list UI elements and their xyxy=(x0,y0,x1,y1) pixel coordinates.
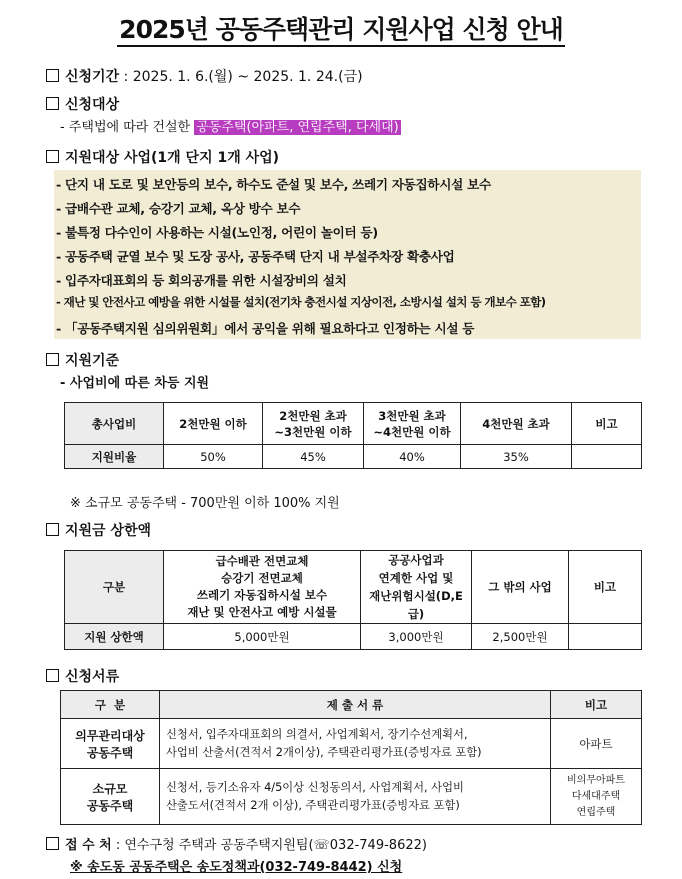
contact-line xyxy=(46,834,427,853)
period-value: : 2025. 1. 6.(월) ~ 2025. 1. 24.(금) xyxy=(119,69,363,85)
checkbox-square-icon xyxy=(46,523,59,536)
checkbox-square-icon xyxy=(46,353,59,366)
limit-header: 급수배관 전면교체 승강기 전면교체 쓰레기 자동집하시설 보수 재난 및 안전사고 예방 시설물 xyxy=(164,551,361,624)
criteria-header: 4천만원 초과 xyxy=(461,403,572,445)
project-item: - 공동주택 균열 보수 및 도장 공사, 공동주택 단지 내 부설주차장 확충사업 xyxy=(56,249,455,264)
docs-category: 소규모 공동주택 xyxy=(61,769,160,825)
criteria-note: ※ 소규모 공동주택 - 700만원 이하 100% 지원 xyxy=(70,496,340,511)
page-title: 2025년 공동주택관리 지원사업 신청 안내 xyxy=(0,10,682,46)
project-item: - 단지 내 도로 및 보안등의 보수, 하수도 준설 및 보수, 쓰레기 자동집하시설 보수 xyxy=(56,177,491,192)
criteria-row-label: 지원비율 xyxy=(65,445,164,469)
limit-section xyxy=(46,520,151,540)
project-item: - 재난 및 안전사고 예방을 위한 시설물 설치(전기차 충전시설 지상이전, 소방시설 설치 등 개보수 포함) xyxy=(56,295,546,309)
criteria-value xyxy=(572,445,642,469)
docs-list: 신청서, 등기소유자 4/5이상 신청동의서, 사업계획서, 사업비 산출도서(견적서 2개 이상), 주택관리평가표(증빙자료 포함) xyxy=(160,769,551,825)
docs-header: 구 분 xyxy=(61,691,160,719)
target-highlight: 공동주택(아파트, 연립주택, 다세대) xyxy=(196,120,399,135)
limit-label: 지원금 상한액 xyxy=(65,523,152,539)
docs-note: 비의무아파트 다세대주택 연립주택 xyxy=(551,769,642,825)
limit-header: 그 밖의 사업 xyxy=(472,551,569,624)
project-item: - 불특정 다수인이 사용하는 시설(노인정, 어린이 놀이터 등) xyxy=(56,225,378,240)
projects-section xyxy=(46,147,279,167)
checkbox-square-icon xyxy=(46,669,59,682)
target-section xyxy=(46,94,119,114)
limit-header: 비고 xyxy=(569,551,642,624)
period-section xyxy=(46,66,363,86)
criteria-header: 총사업비 xyxy=(65,403,164,445)
period-label: 신청기간 xyxy=(65,69,120,85)
criteria-header: 비고 xyxy=(572,403,642,445)
criteria-table xyxy=(64,402,642,469)
limit-value: 2,500만원 xyxy=(472,624,569,650)
checkbox-square-icon xyxy=(46,97,59,110)
criteria-value: 35% xyxy=(461,445,572,469)
checkbox-square-icon xyxy=(46,150,59,163)
target-line xyxy=(60,116,401,135)
criteria-header: 3천만원 초과 ~4천만원 이하 xyxy=(364,403,461,445)
limit-header: 구분 xyxy=(65,551,164,624)
criteria-value: 45% xyxy=(263,445,364,469)
project-item: - 「공동주택지원 심의위원회」에서 공익을 위해 필요하다고 인정하는 시설 등 xyxy=(56,321,475,336)
limit-value: 3,000만원 xyxy=(361,624,472,650)
limit-header: 공공사업과 연계한 사업 및 재난위험시설(D,E급) xyxy=(361,551,472,624)
contact-label: 접 수 처 xyxy=(65,838,112,853)
criteria-header: 2천만원 이하 xyxy=(164,403,263,445)
criteria-header: 2천만원 초과 ~3천만원 이하 xyxy=(263,403,364,445)
target-prefix: - 주택법에 따라 건설한 xyxy=(60,120,195,135)
projects-label: 지원대상 사업(1개 단지 1개 사업) xyxy=(65,150,280,166)
docs-header: 비고 xyxy=(551,691,642,719)
docs-header: 제 출 서 류 xyxy=(160,691,551,719)
docs-section xyxy=(46,666,119,686)
docs-list: 신청서, 입주자대표회의 의결서, 사업계획서, 장기수선계획서, 사업비 산출서(견적서 2개이상), 주택관리평가표(증빙자료 포함) xyxy=(160,719,551,769)
limit-value xyxy=(569,624,642,650)
criteria-value: 40% xyxy=(364,445,461,469)
docs-table xyxy=(60,690,642,825)
checkbox-square-icon xyxy=(46,69,59,82)
criteria-section xyxy=(46,350,119,370)
target-label: 신청대상 xyxy=(65,97,120,113)
criteria-sub: - 사업비에 따른 차등 지원 xyxy=(60,376,210,391)
project-item: - 입주자대표회의 등 회의공개를 위한 시설장비의 설치 xyxy=(56,273,347,288)
docs-label: 신청서류 xyxy=(65,669,120,685)
limit-value: 5,000만원 xyxy=(164,624,361,650)
limit-row-label: 지원 상한액 xyxy=(65,624,164,650)
checkbox-square-icon xyxy=(46,837,59,850)
criteria-label: 지원기준 xyxy=(65,353,120,369)
project-item: - 급배수관 교체, 승강기 교체, 옥상 방수 보수 xyxy=(56,201,301,216)
criteria-value: 50% xyxy=(164,445,263,469)
contact-value: : 연수구청 주택과 공동주택지원팀(☏032-749-8622) xyxy=(111,838,427,853)
docs-note: 아파트 xyxy=(551,719,642,769)
limit-table xyxy=(64,550,642,650)
contact-note: ※ 송도동 공동주택은 송도정책과(032-749-8442) 신청 xyxy=(70,860,403,875)
docs-category: 의무관리대상 공동주택 xyxy=(61,719,160,769)
